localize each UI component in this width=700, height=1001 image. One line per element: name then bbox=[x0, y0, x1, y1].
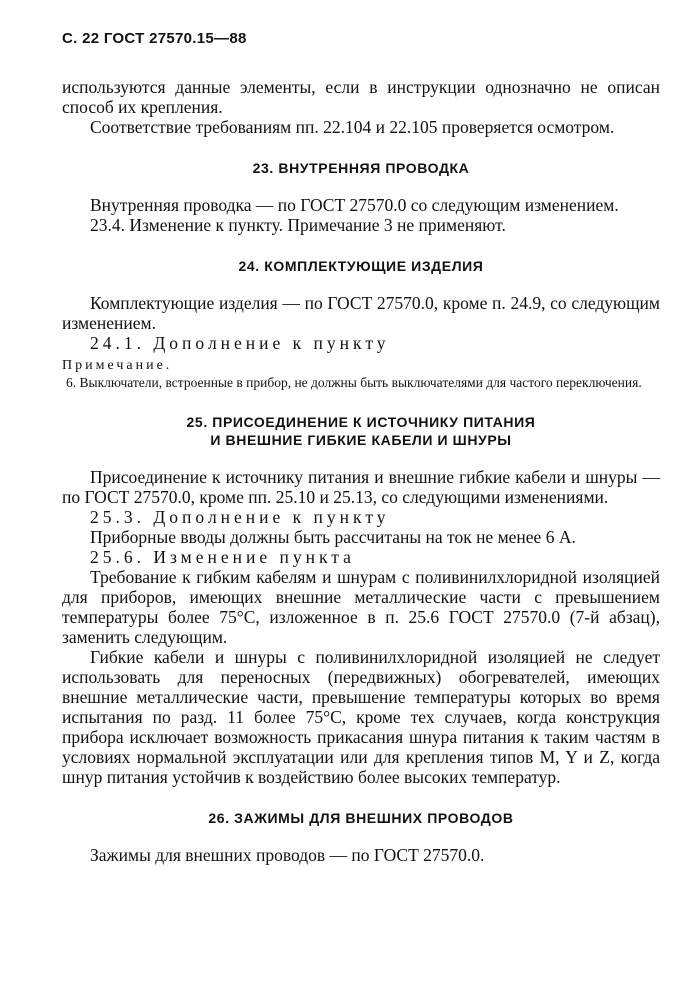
note-heading: Примечание. bbox=[62, 358, 173, 373]
paragraph: Внутренняя проводка — по ГОСТ 27570.0 со следующим изменением. bbox=[90, 195, 619, 215]
paragraph: Комплектующие изделия — по ГОСТ 27570.0, кроме п. 24.9, со следующим изменением. bbox=[62, 293, 660, 333]
paragraph: Соответствие требованиям пп. 22.104 и 22.105 проверяется осмотром. bbox=[90, 117, 615, 137]
paragraph: Требование к гибким кабелям и шнурам с поливинилхлоридной изоляцией для приборов, имеющих внешние металлические части с превышением температуры более 75°С, изложенное в п. 25.6 ГОСТ 27570.0 (7-й абзац), заменить следующим. bbox=[62, 567, 660, 647]
page-header: С. 22 ГОСТ 27570.15—88 bbox=[62, 30, 247, 47]
paragraph: 23.4. Изменение к пункту. Примечание 3 не применяют. bbox=[90, 215, 506, 235]
subclause-heading: 25.3. Дополнение к пункту bbox=[90, 507, 390, 527]
note-text: 6. Выключатели, встроенные в прибор, не должны быть выключателями для частого переключения. bbox=[66, 375, 642, 390]
subclause-heading: 25.6. Изменение пункта bbox=[90, 547, 355, 567]
paragraph: Присоединение к источнику питания и внешние гибкие кабели и шнуры — по ГОСТ 27570.0, кроме пп. 25.10 и 25.13, со следующими изменениями. bbox=[62, 467, 660, 507]
section-title-25 bbox=[62, 413, 660, 449]
paragraph: Приборные вводы должны быть рассчитаны на ток не менее 6 А. bbox=[90, 527, 576, 547]
subclause-heading: 24.1. Дополнение к пункту bbox=[90, 333, 390, 353]
paragraph: Гибкие кабели и шнуры с поливинилхлоридной изоляцией не следует использовать для переносных (передвижных) обогревателей, имеющих внешние металлические части, превышение температуры которых во время испытания по разд. 11 более 75°С, кроме тех случаев, когда конструкция прибора исключает возможность прикасания шнура питания к таким частям в условиях нормальной эксплуатации или для крепления типов M, Y и Z, когда шнур питания устойчив к воздействию более высоких температур. bbox=[62, 647, 660, 787]
section-title-line: 25. ПРИСОЕДИНЕНИЕ К ИСТОЧНИКУ ПИТАНИЯ bbox=[186, 414, 536, 430]
paragraph: используются данные элементы, если в инструкции однозначно не описан способ их крепления. bbox=[62, 77, 660, 117]
section-title-line: И ВНЕШНИЕ ГИБКИЕ КАБЕЛИ И ШНУРЫ bbox=[210, 432, 512, 448]
section-title-26: 26. ЗАЖИМЫ ДЛЯ ВНЕШНИХ ПРОВОДОВ bbox=[208, 810, 514, 826]
paragraph: Зажимы для внешних проводов — по ГОСТ 27570.0. bbox=[90, 845, 485, 865]
section-title-24: 24. КОМПЛЕКТУЮЩИЕ ИЗДЕЛИЯ bbox=[238, 258, 484, 274]
section-title-23: 23. ВНУТРЕННЯЯ ПРОВОДКА bbox=[252, 160, 470, 176]
